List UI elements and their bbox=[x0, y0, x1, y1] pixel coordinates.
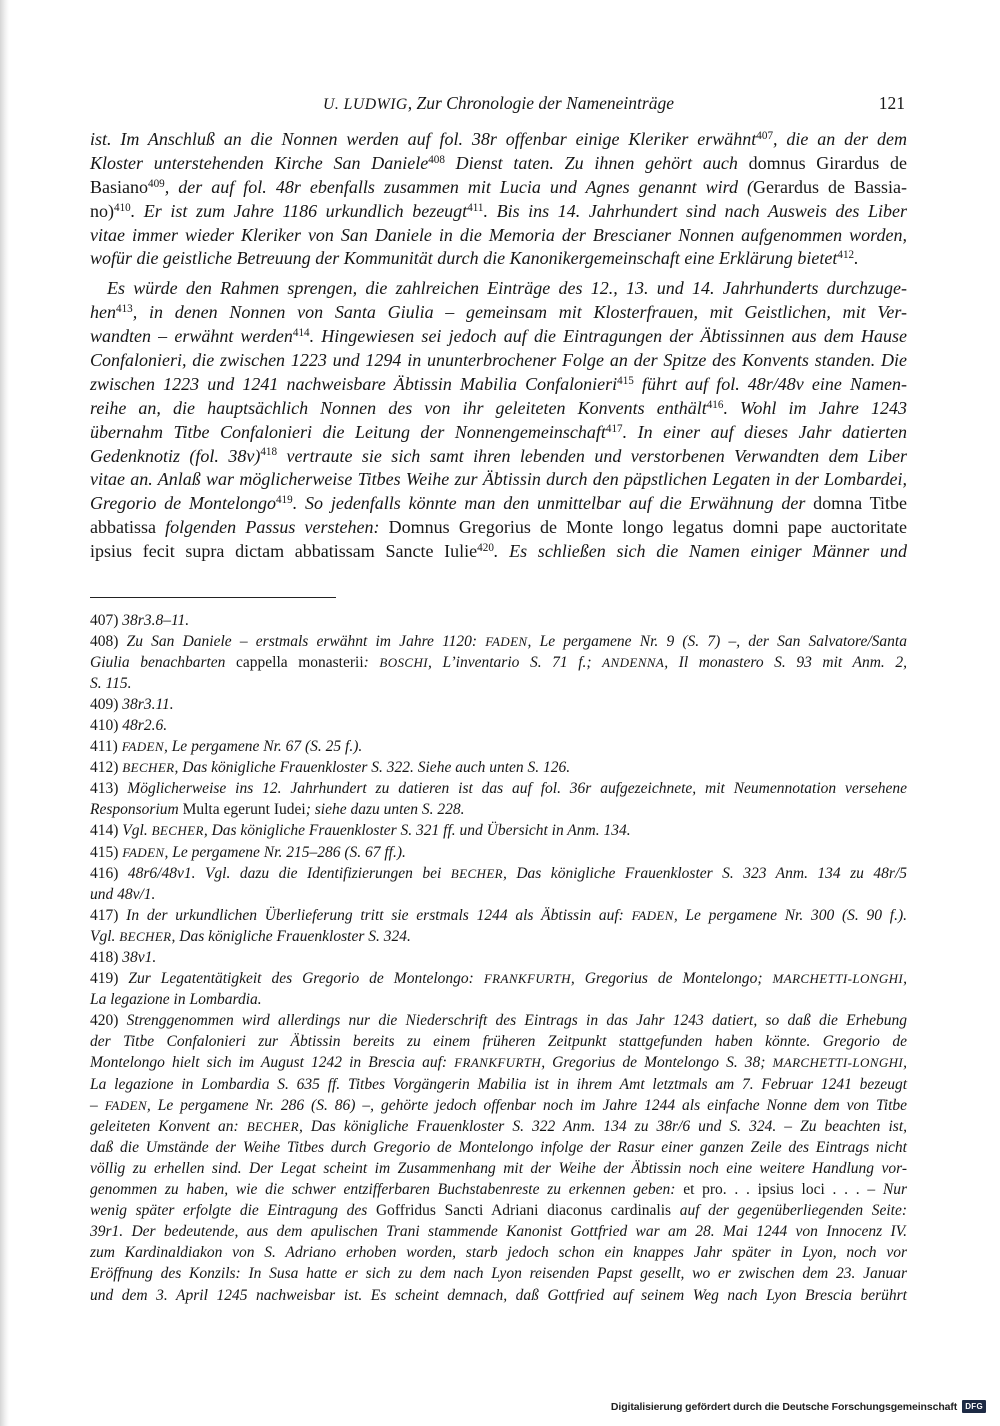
page-number: 121 bbox=[878, 93, 905, 113]
body-text-line bbox=[90, 397, 907, 421]
body-text-line-content bbox=[90, 176, 907, 200]
body-text-line-content bbox=[90, 200, 907, 224]
text-run: zwischen 1223 und 1241 nachweisbare Äbtissin Mabilia Confalonieri bbox=[90, 373, 618, 394]
text-run: Vgl. bbox=[90, 927, 120, 945]
footnote-line bbox=[90, 736, 907, 757]
footnote-line bbox=[90, 694, 907, 715]
text-run: , Gregorius de Montelongo S. 38; bbox=[541, 1054, 773, 1072]
text-run: , Le pergamene Nr. 9 (S. 7) –, der San Salvatore/Santa bbox=[527, 632, 907, 650]
text-run: übernahm Titbe Confalonieri die Leitung der Nonnengemeinschaft bbox=[90, 421, 606, 442]
footnote-line bbox=[90, 863, 907, 884]
footnote-line bbox=[90, 989, 907, 1010]
text-run: , Das königliche Frauenkloster S. 321 ff. und Übersicht in Anm. 134. bbox=[203, 822, 631, 840]
footnote-line-content bbox=[90, 1116, 907, 1137]
body-text-line bbox=[90, 128, 907, 152]
text-run: wofür die geistliche Betreuung der Kommunität durch die Kanonikergemeinschaft eine Erklärung bietet bbox=[90, 248, 838, 269]
quoted-source-text: Domnus Gregorius de Monte longo legatus domni pape auctoritate bbox=[388, 517, 907, 538]
text-run: Gedenknotiz (fol. 38v) bbox=[90, 445, 261, 466]
footnote bbox=[90, 694, 907, 715]
text-run: , Gregorius de Montelongo; bbox=[570, 970, 773, 988]
quoted-source-text: Basiano bbox=[90, 176, 148, 197]
text-run: ist. Im Anschluß an die Nonnen werden auf fol. 38r offenbar einige Kleriker erwähnt bbox=[90, 129, 757, 149]
body-text-line bbox=[90, 152, 907, 176]
cited-author: FRANKFURTH bbox=[483, 971, 571, 987]
text-run: In der urkundlichen Überlieferung tritt sie erstmals 1244 als Äbtissin auf: bbox=[126, 906, 632, 924]
footnote bbox=[90, 631, 907, 694]
footnote-line bbox=[90, 1052, 907, 1073]
footnote-reference: 408 bbox=[428, 153, 445, 166]
footnote-reference: 420 bbox=[477, 542, 494, 555]
footnote bbox=[90, 947, 907, 968]
body-text-line bbox=[90, 373, 907, 397]
main-text bbox=[90, 128, 907, 564]
text-run: 38r3.11. bbox=[122, 695, 174, 713]
quoted-source-text: Goffridus Sancti Adriani diaconus cardinalis bbox=[375, 1202, 672, 1220]
text-run: 38v1. bbox=[122, 949, 157, 966]
text-run: , L’inventario S. 71 f.; bbox=[428, 653, 603, 671]
footnote bbox=[90, 715, 907, 736]
text-run: , Il monastero S. 93 mit Anm. 2, bbox=[664, 653, 908, 671]
cited-author: MARCHETTI-LONGHI bbox=[772, 971, 904, 987]
quoted-source-text: Multa egerunt Iudei bbox=[182, 801, 306, 819]
body-text-line bbox=[90, 200, 907, 224]
body-text-line bbox=[90, 468, 907, 492]
footnote bbox=[90, 610, 907, 631]
cited-author: FADEN bbox=[122, 844, 165, 860]
footnote-line bbox=[90, 1221, 907, 1242]
text-run: , Das königliche Frauenkloster S. 322. Siehe auch unten S. 126. bbox=[174, 759, 571, 777]
footnote-line-content bbox=[90, 694, 174, 715]
footnote-number: 413) bbox=[90, 780, 128, 798]
footnote-line-content bbox=[90, 842, 406, 863]
footnote-line-content bbox=[90, 1052, 907, 1073]
footnote-line-content bbox=[90, 673, 131, 694]
footnote-line bbox=[90, 926, 907, 947]
text-run: führt auf fol. 48r/48v eine Namen- bbox=[633, 373, 907, 394]
footnote-number: 415) bbox=[90, 843, 123, 861]
text-run: – Nur bbox=[859, 1181, 907, 1199]
body-text-line-content bbox=[90, 224, 907, 248]
text-run: Gregorio de Montelongo bbox=[90, 493, 276, 514]
footnote-line bbox=[90, 1200, 907, 1221]
footnote-line-content bbox=[90, 1179, 907, 1200]
text-run: Kloster unterstehenden Kirche San Daniele bbox=[90, 152, 429, 173]
text-run: . In einer auf dieses Jahr datierten bbox=[622, 421, 907, 442]
text-run: . Bis ins 14. Jahrhundert sind nach Ausweis des Liber bbox=[483, 200, 907, 221]
footnote-line-content bbox=[90, 863, 907, 884]
cited-author: FADEN bbox=[121, 739, 164, 755]
footnote-reference: 418 bbox=[260, 446, 278, 459]
cited-author: BECHER bbox=[122, 760, 175, 776]
quoted-source-text: domna Titbe bbox=[813, 493, 907, 514]
footnote-reference: 410 bbox=[114, 201, 131, 214]
text-run: 38r3.8–11. bbox=[122, 611, 190, 629]
cited-author: FADEN bbox=[104, 1097, 147, 1113]
footnote-reference: 409 bbox=[148, 177, 165, 190]
footnote-number: 408) bbox=[90, 632, 127, 650]
text-run: reihe an, die hauptsächlich Nonnen des von ihr geleiteten Konvents enthält bbox=[90, 397, 707, 418]
footnote bbox=[90, 736, 907, 757]
body-text-line-content bbox=[107, 277, 907, 301]
text-run: Giulia benachbarten bbox=[90, 653, 236, 671]
footnote-line-content bbox=[90, 736, 362, 757]
footnote-line-content bbox=[90, 884, 155, 905]
footnote-line bbox=[90, 1242, 907, 1263]
footnote-line-content bbox=[90, 968, 907, 989]
text-run: . Es schließen sich die Namen einiger Männer und bbox=[493, 541, 907, 562]
footnote-reference: 417 bbox=[605, 422, 623, 435]
text-run: Eröffnung des Konzils: In Susa hatte er sich zu dem nach Lyon reisenden Papst gesellt, wo er zwischen dem 23. Januar bbox=[90, 1265, 907, 1283]
funding-note: Digitalisierung gefördert durch die Deutsche Forschungsgemeinschaft bbox=[610, 1400, 958, 1413]
footnote-line-content bbox=[90, 1221, 907, 1242]
running-title-text: , Zur Chronologie der Nameneinträge bbox=[407, 93, 674, 113]
body-text-line-content bbox=[90, 468, 907, 492]
cited-author: BECHER bbox=[151, 823, 204, 839]
footnote-line bbox=[90, 1285, 907, 1306]
text-run: , Le pergamene Nr. 300 (S. 90 f.). bbox=[673, 906, 907, 924]
footnote-number: 417) bbox=[90, 906, 127, 924]
body-text-line-content bbox=[90, 349, 907, 373]
cited-author: FRANKFURTH bbox=[454, 1055, 542, 1071]
footnote-line bbox=[90, 884, 907, 905]
running-header bbox=[90, 91, 907, 115]
text-run: . bbox=[854, 248, 859, 269]
cited-author: BECHER bbox=[450, 865, 504, 881]
footnotes bbox=[90, 610, 907, 1306]
footnote-line-content bbox=[90, 926, 411, 947]
footnote-line-content bbox=[90, 1010, 907, 1031]
footnote-number: 411) bbox=[90, 738, 122, 756]
text-run: Vgl. bbox=[122, 822, 152, 840]
footnote bbox=[90, 820, 907, 841]
footnote-line-content bbox=[90, 1242, 907, 1263]
cited-author: BECHER bbox=[246, 1118, 299, 1134]
footnote bbox=[90, 842, 907, 863]
footnote-line-content bbox=[90, 778, 907, 799]
footnote-line bbox=[90, 947, 907, 968]
text-run: völlig zu erhellen sind. Der Legat scheint im Zusammenhang mit der Weihe der Äbtissin noch eine weitere Handlung vor- bbox=[90, 1159, 907, 1177]
body-text-line-content bbox=[90, 301, 907, 325]
footnote-reference: 411 bbox=[467, 201, 484, 214]
text-run: vitae an. Anlaß war möglicherweise Titbes Weihe zur Äbtissin durch den päpstlichen Legaten in der Lombardei, bbox=[90, 469, 907, 490]
text-run: vitae immer wieder Kleriker von San Daniele in die Memoria der Brescianer Nonnen aufgenommen worden, bbox=[90, 224, 907, 245]
footnote-line bbox=[90, 673, 907, 694]
text-run: , Le pergamene Nr. 67 (S. 25 f.). bbox=[163, 738, 363, 756]
footnote-line bbox=[90, 1031, 907, 1052]
footnote bbox=[90, 778, 907, 820]
footnote-number: 412) bbox=[90, 759, 123, 777]
text-run: wandten – erwähnt werden bbox=[90, 326, 293, 347]
footnote-line bbox=[90, 1074, 907, 1095]
text-run: vertraute sie sich samt ihren lebenden und verstorbenen Verwandten dem Liber bbox=[277, 445, 907, 466]
footnote-line-content bbox=[90, 652, 907, 673]
quoted-source-text: cappella monasterii bbox=[236, 653, 364, 671]
quoted-source-text: Gerardus de Bassia- bbox=[753, 176, 907, 197]
cited-author: FADEN bbox=[485, 633, 528, 649]
text-run: und 48v/1. bbox=[90, 885, 156, 903]
footnote bbox=[90, 1010, 907, 1305]
footnote-line bbox=[90, 1158, 907, 1179]
text-run: , der auf fol. 48r ebenfalls zusammen mit Lucia und Agnes genannt wird ( bbox=[164, 176, 753, 197]
text-run: , Das königliche Frauenkloster S. 323 Anm. 134 zu 48r/5 bbox=[503, 864, 907, 882]
footnote-line bbox=[90, 1179, 907, 1200]
footnote-line bbox=[90, 1137, 907, 1158]
text-run: , Le pergamene Nr. 215–286 (S. 67 ff.). bbox=[164, 843, 406, 861]
body-text-line bbox=[90, 349, 907, 373]
footnote-line bbox=[90, 1116, 907, 1137]
footnote-number: 418) bbox=[90, 949, 123, 966]
body-text-line bbox=[90, 540, 907, 564]
footnote-number: 419) bbox=[90, 970, 129, 988]
text-run: geleiteten Konvent an: bbox=[90, 1117, 247, 1135]
footnote-number: 420) bbox=[90, 1012, 127, 1030]
text-run: Es würde den Rahmen sprengen, die zahlreichen Einträge des 12., 13. und 14. Jahrhunderts durchzuge- bbox=[107, 278, 907, 299]
body-text-line-content bbox=[90, 325, 907, 349]
footnote-line-content bbox=[90, 820, 631, 841]
footnote-line bbox=[90, 610, 907, 631]
scan-edge-shadow bbox=[0, 0, 9, 1426]
paragraph bbox=[90, 277, 907, 564]
footnote-line-content bbox=[90, 715, 167, 736]
running-title bbox=[90, 91, 907, 117]
footnote bbox=[90, 757, 907, 778]
cited-author: ANDENNA bbox=[602, 654, 665, 670]
footnote-line bbox=[90, 1263, 907, 1284]
footnote-line bbox=[90, 652, 907, 673]
text-run: Responsorium bbox=[90, 801, 183, 819]
text-run: Zur Legatentätigkeit des Gregorio de Montelongo: bbox=[128, 970, 484, 988]
dfg-logo: DFG bbox=[962, 1400, 986, 1413]
text-run: : bbox=[363, 653, 380, 671]
footnote-line-content bbox=[90, 1031, 907, 1052]
text-run: Zu San Daniele – erstmals erwähnt im Jahre 1120: bbox=[126, 632, 486, 650]
body-text-line-content bbox=[90, 540, 907, 564]
text-run: , Le pergamene Nr. 286 (S. 86) –, gehörte jedoch offenbar noch im Jahre 1244 als einfache Nonne dem von Titbe bbox=[146, 1096, 908, 1114]
text-run: S. 115. bbox=[90, 674, 132, 692]
body-text-line-content bbox=[90, 445, 907, 469]
body-text-line bbox=[90, 421, 907, 445]
footnote-line-content bbox=[90, 947, 156, 968]
footnote-line-content bbox=[90, 1137, 907, 1158]
footnote-line-content bbox=[90, 989, 262, 1010]
text-run: . Er ist zum Jahre 1186 urkundlich bezeugt bbox=[130, 200, 468, 221]
text-run: folgenden Passus verstehen: bbox=[155, 517, 389, 538]
footnote-line bbox=[90, 905, 907, 926]
footnote-reference: 419 bbox=[275, 494, 293, 507]
text-run: , in denen Nonnen von Santa Giulia – gemeinsam mit Klosterfrauen, mit Geistlichen, mit Ver- bbox=[132, 302, 907, 323]
text-run: genommen zu haben, wie die schwer entzifferbaren Buchstabenreste zu erkennen geben: bbox=[90, 1181, 684, 1199]
body-text-line-content bbox=[90, 516, 907, 540]
text-run: La legazione in Lombardia. bbox=[90, 991, 262, 1009]
paragraph bbox=[90, 128, 907, 271]
cited-author: FADEN bbox=[631, 907, 674, 923]
footnote-number: 416) bbox=[90, 864, 128, 882]
quoted-source-text: domnus Girardus de bbox=[748, 152, 908, 173]
text-run: 39r1. Der bedeutende, aus dem apulischen Trani stammende Kanonist Gottfried war am 28. Mai 1244 von Innocenz IV. bbox=[90, 1223, 907, 1241]
footnote-line-content bbox=[90, 905, 907, 926]
footnote-number: 409) bbox=[90, 695, 123, 713]
quoted-source-text: no) bbox=[90, 200, 114, 221]
text-run: Montelongo hielt sich im August 1242 in Brescia auf: bbox=[90, 1054, 455, 1072]
text-run: . So jedenfalls könnte man den unmittelbar auf die Erwähnung der bbox=[292, 493, 814, 514]
footnote-line bbox=[90, 820, 907, 841]
body-text-line bbox=[90, 445, 907, 469]
text-run: hen bbox=[90, 302, 116, 323]
footnote-line bbox=[90, 968, 907, 989]
body-text-line bbox=[90, 224, 907, 248]
footnote bbox=[90, 863, 907, 905]
footnote-line-content bbox=[90, 1095, 907, 1116]
running-title-author: U. LUDWIG bbox=[323, 96, 408, 113]
footnote-line-content bbox=[90, 1285, 907, 1306]
footnote-line bbox=[90, 799, 907, 820]
body-text-line bbox=[90, 301, 907, 325]
footnote-line-content bbox=[90, 610, 189, 631]
body-text-line-content bbox=[90, 421, 907, 445]
body-text-line-content bbox=[90, 152, 907, 176]
footnote-number: 407) bbox=[90, 611, 123, 629]
text-run: 48r6/48v1. Vgl. dazu die Identifizierungen bei bbox=[127, 864, 451, 882]
quoted-source-text: ipsius fecit supra dictam abbatissam Sancte Iulie bbox=[90, 541, 478, 562]
body-text-line bbox=[90, 516, 907, 540]
text-run: Dienst taten. Zu ihnen gehört auch bbox=[444, 152, 749, 173]
footnote-line-content bbox=[90, 631, 907, 652]
footnote-line-content bbox=[90, 1200, 907, 1221]
quoted-source-text: abbatissa bbox=[90, 517, 156, 538]
footnote-line-content bbox=[90, 1263, 907, 1284]
footnote-line-content bbox=[90, 799, 465, 820]
text-run: . Wohl im Jahre 1243 bbox=[723, 397, 907, 418]
footnote-line bbox=[90, 778, 907, 799]
footnote-reference: 414 bbox=[292, 327, 310, 339]
text-run: , Das königliche Frauenkloster S. 322 Anm. 134 zu 38r/6 und S. 324. – Zu beachten ist, bbox=[298, 1117, 907, 1135]
footnote-reference: 412 bbox=[837, 249, 855, 262]
text-run: Confalonieri, die zwischen 1223 und 1294 in ununterbrochener Folge an der Spitze des Konvents standen. Die bbox=[90, 350, 907, 371]
cited-author: BOSCHI bbox=[379, 654, 429, 670]
text-run: – bbox=[90, 1096, 105, 1114]
footnote-separator-rule bbox=[90, 597, 336, 598]
text-run: zum Kardinaldiakon von S. Adriano erhoben worden, starb jedoch schon ein knappes Jahr später in Lyon, noch vor bbox=[90, 1244, 907, 1262]
body-text-line bbox=[90, 247, 907, 271]
text-run: ; siehe dazu unten S. 228. bbox=[305, 801, 465, 819]
footnote-line bbox=[90, 715, 907, 736]
footnote-reference: 415 bbox=[617, 374, 634, 387]
footnote-number: 414) bbox=[90, 822, 123, 840]
body-text-line bbox=[90, 176, 907, 200]
footnote-line-content bbox=[90, 1158, 907, 1179]
footnote-line-content bbox=[90, 1074, 907, 1095]
text-run: , bbox=[903, 1054, 907, 1072]
text-run: auf der gegenüberliegenden Seite: bbox=[671, 1202, 907, 1220]
footnote bbox=[90, 968, 907, 1010]
body-text-line-content bbox=[90, 128, 907, 152]
footnote-reference: 413 bbox=[116, 303, 133, 316]
footnote-reference: 416 bbox=[706, 398, 724, 411]
body-text-line-content bbox=[90, 373, 907, 397]
text-run: Strenggenommen wird allerdings nur die Niederschrift des Eintrags in das Jahr 1243 datiert, so daß die Erhebung bbox=[126, 1012, 907, 1030]
text-run: daß die Umstände der Weihe Titbes durch Gregorio de Montelongo infolge der Rasur einer ganzen Zeile des Eintrags nicht bbox=[90, 1138, 907, 1156]
footnote-line bbox=[90, 1095, 907, 1116]
text-run: der Titbe Confalonieri zur Äbtissin bereits zu einem früheren Zeitpunkt stattgefunden haben könnte. Gregorio de bbox=[90, 1033, 907, 1051]
body-text-line bbox=[90, 492, 907, 516]
cited-author: BECHER bbox=[119, 928, 172, 944]
footnote-line bbox=[90, 842, 907, 863]
body-text-line-content bbox=[90, 492, 907, 516]
text-run: Möglicherweise ins 12. Jahrhundert zu datieren ist das auf fol. 36r aufgezeichnete, mit Neumennotation versehene bbox=[127, 780, 907, 798]
body-text-line bbox=[90, 277, 907, 301]
text-run: und dem 3. April 1245 nachweisbar ist. Es scheint demnach, daß Gottfried auf seinem Weg nach Lyon Brescia berührt bbox=[90, 1286, 907, 1304]
text-run: La legazione in Lombardia S. 635 ff. Titbes Vorgängerin Mabilia ist in ihrem Amt letztmals am 7. Februar 1241 bezeugt bbox=[90, 1075, 907, 1093]
text-run: wenig später erfolgte die Eintragung des bbox=[90, 1202, 376, 1220]
text-run: , bbox=[903, 970, 907, 988]
body-text-line-content bbox=[90, 397, 907, 421]
text-run: , die an der dem bbox=[773, 129, 907, 149]
digitization-footer bbox=[611, 1399, 986, 1414]
body-text-line bbox=[90, 325, 907, 349]
quoted-source-text: et pro. . . ipsius loci . . . bbox=[683, 1181, 860, 1199]
text-run: , Das königliche Frauenkloster S. 324. bbox=[171, 927, 411, 945]
text-run: . Hingewiesen sei jedoch auf die Eintragungen der Äbtissinnen aus dem Hause bbox=[309, 326, 907, 347]
footnote-line bbox=[90, 757, 907, 778]
footnote-line-content bbox=[90, 757, 570, 778]
footnote-line bbox=[90, 1010, 907, 1031]
footnote-line bbox=[90, 631, 907, 652]
footnote-reference: 407 bbox=[756, 129, 774, 142]
body-text-line-content bbox=[90, 247, 859, 271]
cited-author: MARCHETTI-LONGHI bbox=[772, 1055, 904, 1071]
footnote bbox=[90, 905, 907, 947]
footnote-number: 410) bbox=[90, 716, 123, 734]
text-run: 48r2.6. bbox=[122, 716, 168, 734]
